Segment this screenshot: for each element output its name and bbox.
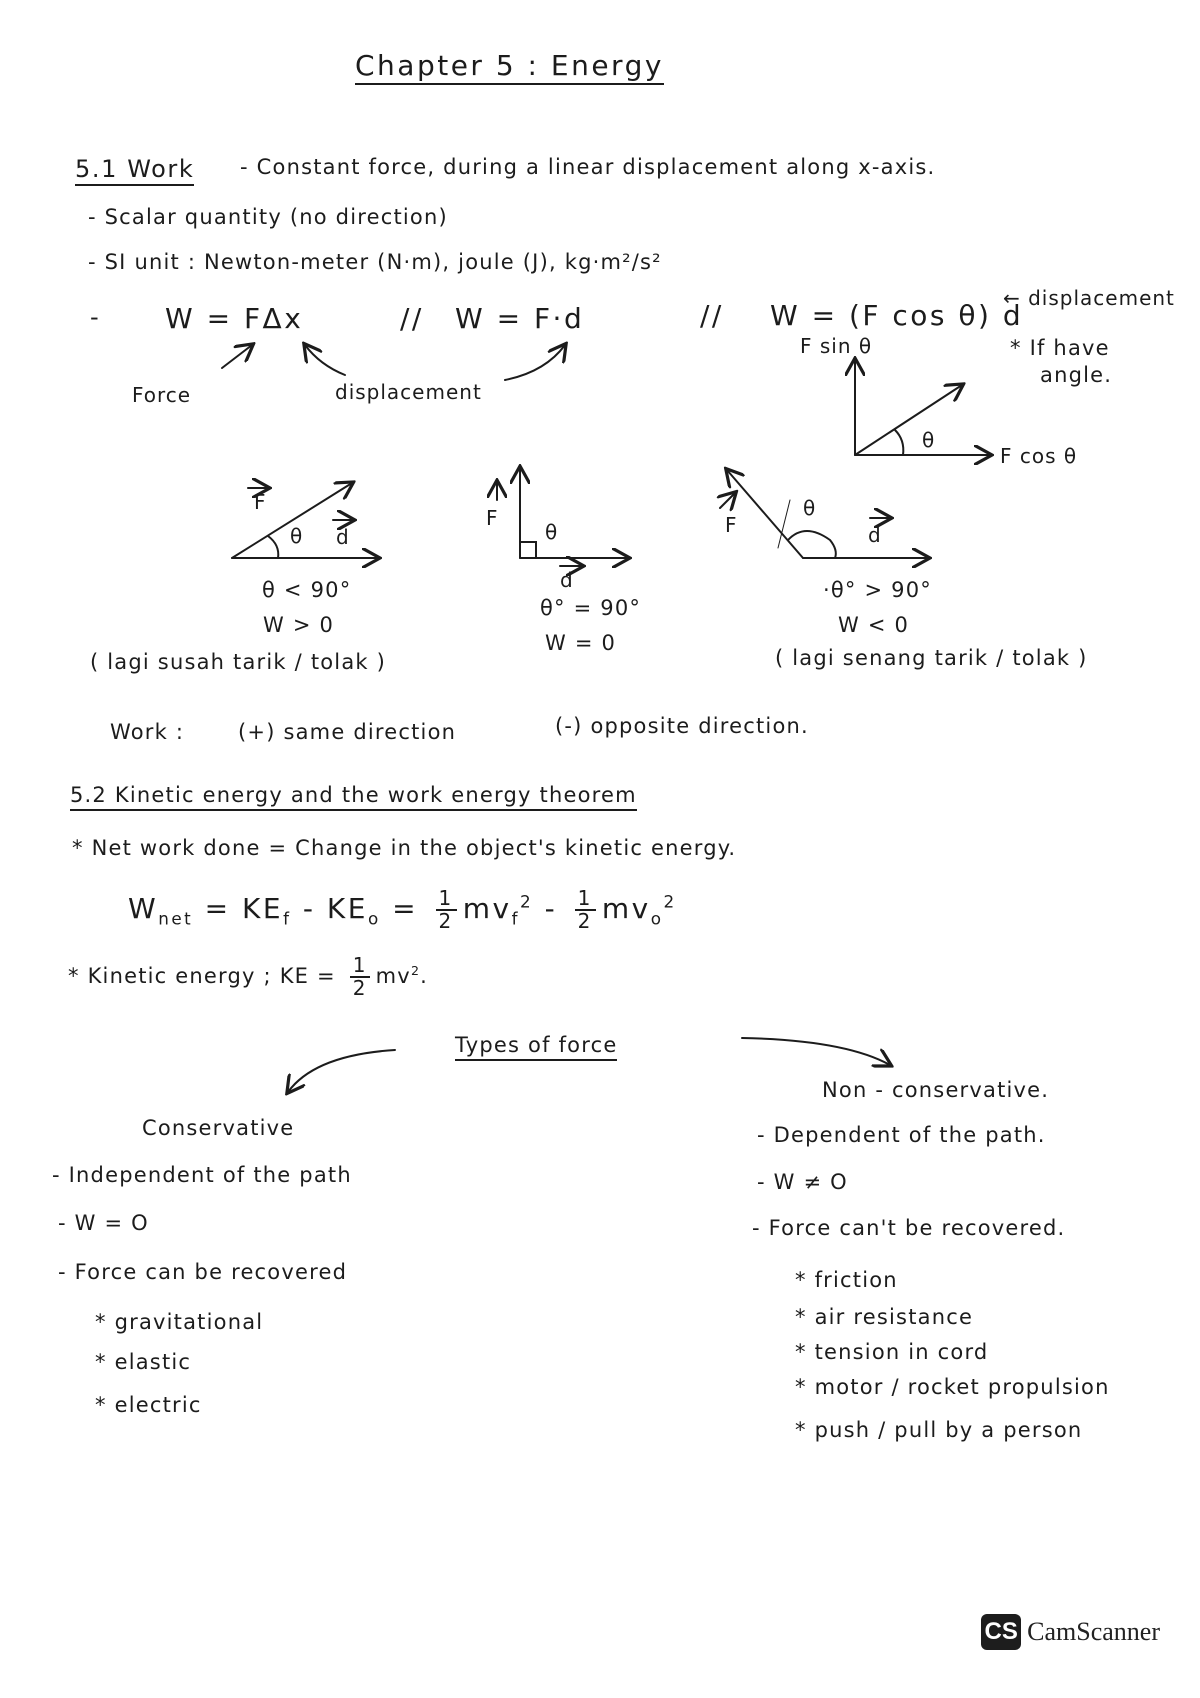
- force-vector-arrow: [855, 385, 962, 455]
- nonconservative-example-4: * motor / rocket propulsion: [795, 1375, 1110, 1399]
- nonconservative-item-2: - W ≠ O: [757, 1170, 848, 1194]
- case2-label-theta: θ: [545, 520, 559, 544]
- work-negative: (-) opposite direction.: [555, 714, 809, 738]
- camscanner-logo-text: CamScanner: [1027, 1617, 1160, 1646]
- work-energy-equation: $W_{net} = KE_f - KE_o$ = $\frac{1}{2}$ $mv_f^2$ - $\frac{1}{2}$ $mv_o^2$: [128, 886, 677, 933]
- nonconservative-item-3: - Force can't be recovered.: [752, 1216, 1066, 1240]
- formula-separator-1: //: [400, 302, 424, 335]
- label-displacement: displacement: [335, 380, 482, 404]
- nonconservative-example-5: * push / pull by a person: [795, 1418, 1083, 1442]
- section-1-heading: 5.1 Work: [75, 157, 194, 186]
- conservative-item-2: - W = O: [58, 1211, 149, 1235]
- case3-angle: ·θ° > 90°: [823, 578, 932, 602]
- formula-w-fdx: W = FΔx: [165, 302, 304, 335]
- note-if-have: * If have: [1010, 336, 1110, 360]
- label-displacement-arrow: ← displacement: [1003, 286, 1175, 310]
- arrow-to-nonconservative: [742, 1038, 890, 1065]
- case3-work: W < 0: [838, 613, 910, 637]
- label-force: Force: [132, 383, 192, 407]
- note-angle: angle.: [1040, 363, 1113, 387]
- nonconservative-example-2: * air resistance: [795, 1305, 974, 1329]
- case1-angle: θ < 90°: [262, 578, 352, 602]
- net-work-statement: * Net work done = Change in the object's kinetic energy.: [72, 836, 737, 860]
- nonconservative-example-1: * friction: [795, 1268, 898, 1292]
- conservative-example-3: * electric: [95, 1393, 202, 1417]
- bullet-scalar: - Scalar quantity (no direction): [88, 205, 448, 229]
- arrow-to-delta-x: [305, 345, 345, 375]
- arrow-to-conservative: [288, 1050, 395, 1092]
- work-definition: - Constant force, during a linear displacement along x-axis.: [240, 155, 936, 179]
- label-fsin: F sin θ: [800, 334, 873, 358]
- case2-right-angle: [520, 542, 536, 558]
- label-fcos: F cos θ: [1000, 444, 1078, 468]
- arrow-to-force: [222, 345, 252, 368]
- case3-f-vector-mark: [720, 493, 735, 508]
- case2-label-d: d: [560, 568, 574, 592]
- conservative-example-2: * elastic: [95, 1350, 192, 1374]
- bullet-si-unit: - SI unit : Newton-meter (N·m), joule (J), kg·m²/s²: [88, 250, 662, 274]
- case3-label-d: d: [868, 523, 882, 547]
- nonconservative-title: Non - conservative.: [822, 1078, 1050, 1102]
- case3-note: ( lagi senang tarik / tolak ): [775, 646, 1088, 670]
- case2-work: W = 0: [545, 631, 617, 655]
- conservative-item-3: - Force can be recovered: [58, 1260, 348, 1284]
- case3-force-arrow: [727, 470, 803, 558]
- section-2-heading: 5.2 Kinetic energy and the work energy theorem: [70, 785, 637, 811]
- work-positive: (+) same direction: [238, 720, 457, 744]
- conservative-title: Conservative: [142, 1116, 295, 1140]
- label-theta-components: θ: [922, 428, 936, 452]
- camscanner-logo-box: CS: [981, 1614, 1021, 1650]
- nonconservative-item-1: - Dependent of the path.: [757, 1123, 1046, 1147]
- conservative-example-1: * gravitational: [95, 1310, 264, 1334]
- kinetic-energy-definition: * Kinetic energy ; KE = $\frac{1}{2}$ $mv^2$.: [68, 953, 429, 1000]
- case1-label-f: F: [254, 490, 267, 514]
- camscanner-logo: [981, 1614, 1160, 1650]
- case3-label-f: F: [725, 513, 738, 537]
- case2-label-f: F: [486, 506, 499, 530]
- nonconservative-example-3: * tension in cord: [795, 1340, 989, 1364]
- case1-label-d: d: [336, 525, 350, 549]
- conservative-item-1: - Independent of the path: [52, 1163, 352, 1187]
- case1-label-theta: θ: [290, 524, 304, 548]
- case1-note: ( lagi susah tarik / tolak ): [90, 650, 387, 674]
- theta-arc-components: [895, 430, 903, 455]
- types-of-force-heading: Types of force: [455, 1035, 617, 1061]
- fraction-half-3: $\frac{1}{2}$: [350, 955, 370, 999]
- formula-w-fcos: W = (F cos θ) d: [770, 299, 1024, 332]
- case2-angle: θ° = 90°: [540, 596, 642, 620]
- arrow-to-d: [505, 345, 565, 380]
- page-title: Chapter 5 : Energy: [355, 52, 664, 85]
- case1-work: W > 0: [263, 613, 335, 637]
- fraction-half-1: $\frac{1}{2}$: [436, 888, 457, 932]
- formula-w-fd: W = F·d: [455, 302, 585, 335]
- case3-label-theta: θ: [803, 496, 817, 520]
- work-sign-label: Work :: [110, 720, 185, 744]
- case3-theta-arc: [788, 531, 836, 558]
- bullet-dash: -: [90, 303, 101, 331]
- formula-separator-2: //: [700, 299, 724, 332]
- fraction-half-2: $\frac{1}{2}$: [575, 888, 596, 932]
- case1-theta-arc: [268, 536, 278, 558]
